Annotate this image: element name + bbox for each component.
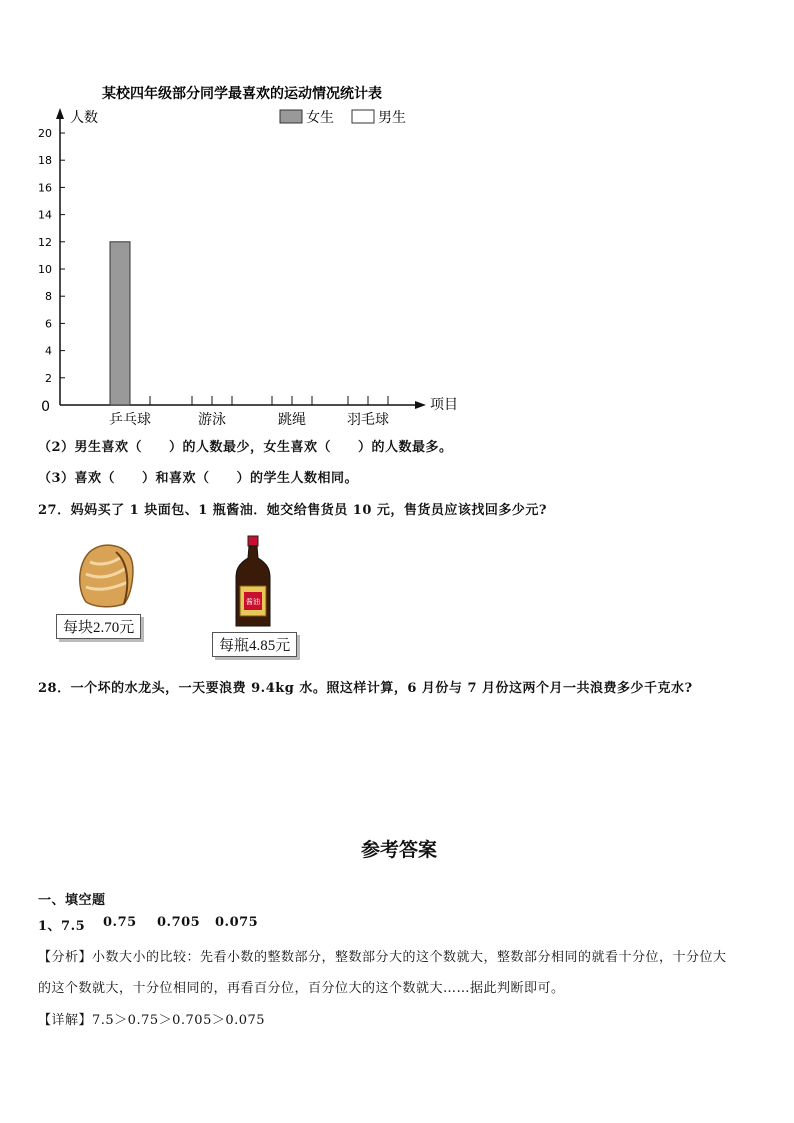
y-tick-label: 16: [38, 181, 52, 195]
bottle-label-text: 酱油: [246, 598, 260, 606]
answer-1-value: 0.75: [103, 915, 137, 930]
bread-image: [74, 542, 136, 608]
analysis-line-1: 【分析】小数大小的比较：先看小数的整数部分，整数部分大的这个数就大，整数部分相同的就看十分位，十分位大: [38, 950, 727, 965]
y-tick-label: 6: [45, 317, 52, 331]
legend-label-boys: 男生: [378, 110, 406, 126]
y-tick-label: 0: [41, 399, 50, 415]
section-title: 一、填空题: [38, 893, 106, 908]
x-axis-arrow: [415, 401, 426, 409]
y-tick-label: 4: [45, 344, 52, 358]
y-axis-label: 人数: [70, 110, 98, 126]
y-tick-label: 12: [38, 235, 52, 249]
y-tick-label: 8: [45, 290, 52, 304]
answer-1-number: 1、7.5: [38, 919, 86, 934]
question-27: 27．妈妈买了 1 块面包、1 瓶酱油．她交给售货员 10 元，售货员应该找回多少元?: [38, 503, 548, 518]
x-axis-label: 项目: [430, 397, 458, 413]
soy-sauce-bottle-image: [232, 534, 274, 630]
y-tick-label: 10: [38, 263, 52, 276]
category-label: 跳绳: [278, 412, 306, 428]
analysis-line-2: 的这个数就大，十分位相同的，再看百分位，百分位大的这个数就大……据此判断即可。: [38, 981, 565, 996]
y-tick-label: 18: [38, 154, 52, 168]
y-tick-label: 2: [45, 371, 52, 385]
legend-swatch-girls: [280, 110, 302, 123]
category-label: 游泳: [198, 412, 226, 428]
legend-swatch-boys: [352, 110, 374, 123]
y-axis-arrow: [56, 108, 64, 119]
sports-bar-chart: [0, 70, 794, 435]
y-tick-label: 20: [38, 127, 52, 140]
bread-price-tag: 每块2.70元: [56, 614, 141, 639]
question-3: （3）喜欢（ ）和喜欢（ ）的学生人数相同。: [38, 471, 359, 486]
question-2: （2）男生喜欢（ ）的人数最少，女生喜欢（ ）的人数最多。: [38, 440, 453, 455]
bar: [110, 242, 130, 405]
chart-title: 某校四年级部分同学最喜欢的运动情况统计表: [102, 86, 382, 102]
question-28: 28．一个坏的水龙头，一天要浪费 9.4kg 水。照这样计算，6 月份与 7 月份这两个月一共浪费多少千克水?: [38, 681, 693, 696]
bottle-price-tag: 每瓶4.85元: [212, 632, 297, 657]
detail-line: 【详解】7.5＞0.75＞0.705＞0.075: [38, 1013, 266, 1028]
answer-1-value: 0.075: [215, 915, 259, 930]
category-label: 羽毛球: [347, 412, 389, 428]
y-tick-label: 14: [38, 208, 52, 222]
category-label: 乒乓球: [109, 412, 151, 428]
answers-heading: 参考答案: [361, 839, 438, 861]
answer-1-value: 0.705: [157, 915, 201, 930]
legend-label-girls: 女生: [306, 110, 334, 126]
